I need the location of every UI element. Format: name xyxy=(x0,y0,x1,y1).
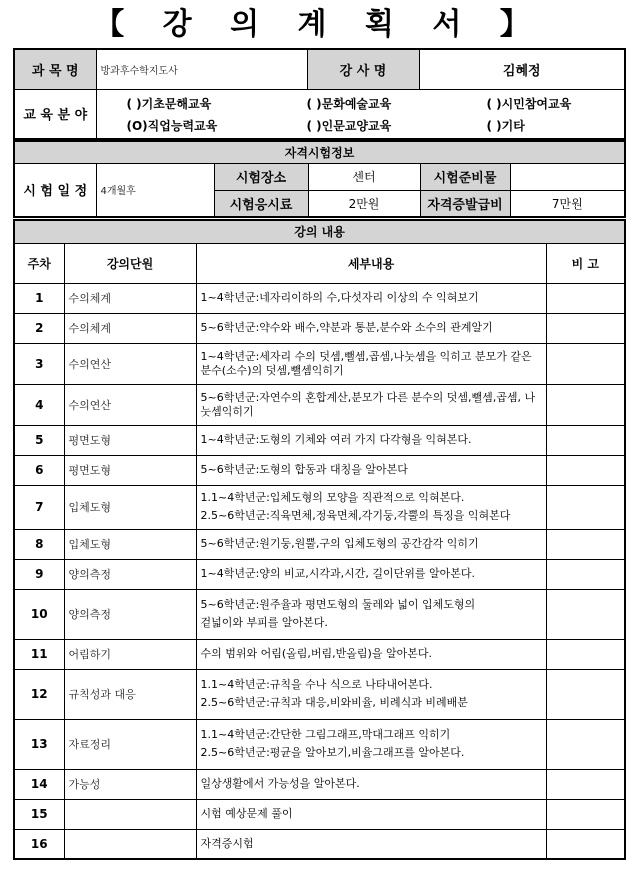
table-row xyxy=(14,799,625,829)
lecture-section-title: 강의 내용 xyxy=(14,220,625,243)
lecture-detail: 1~4학년군:네자리이하의 수,다섯자리 이상의 수 익혀보기 xyxy=(196,283,546,313)
lecture-unit: 수의연산 xyxy=(64,384,196,425)
lecture-unit: 입체도형 xyxy=(64,485,196,529)
week-number: 3 xyxy=(14,343,64,384)
exam-info-table xyxy=(13,140,626,218)
table-row xyxy=(14,343,625,384)
instructor-value: 김혜정 xyxy=(419,49,625,89)
lecture-detail: 5~6학년군:도형의 합동과 대칭을 알아본다 xyxy=(196,455,546,485)
lecture-detail-line: 1.1~4학년군:규칙을 수나 식으로 나타내어본다. xyxy=(200,678,433,691)
lecture-unit xyxy=(64,829,196,859)
lecture-unit: 평면도형 xyxy=(64,455,196,485)
lecture-note xyxy=(546,485,625,529)
lecture-detail: 자격증시험 xyxy=(196,829,546,859)
lecture-detail: 수의 범위와 어림(올림,버림,반올림)을 알아본다. xyxy=(196,639,546,669)
lecture-unit: 입체도형 xyxy=(64,529,196,559)
table-row xyxy=(14,455,625,485)
week-number: 5 xyxy=(14,425,64,455)
table-row xyxy=(14,425,625,455)
lecture-detail: 시험 예상문제 풀이 xyxy=(196,799,546,829)
lecture-note xyxy=(546,589,625,639)
lecture-unit: 자료정리 xyxy=(64,719,196,769)
edu-option: ( )기타 xyxy=(486,119,525,134)
col-detail-header: 세부내용 xyxy=(196,243,546,283)
week-number: 2 xyxy=(14,313,64,343)
week-number: 7 xyxy=(14,485,64,529)
week-number: 13 xyxy=(14,719,64,769)
edu-field-options xyxy=(96,89,625,139)
lecture-detail-line: 겉넓이와 부피를 알아본다. xyxy=(200,616,328,629)
exam-place-value: 센터 xyxy=(308,163,420,190)
lecture-note xyxy=(546,343,625,384)
exam-date-value: 4개월후 xyxy=(96,163,214,217)
col-week-header: 주차 xyxy=(14,243,64,283)
table-row xyxy=(14,313,625,343)
lecture-unit: 수의체계 xyxy=(64,313,196,343)
edu-option: ( )문화예술교육 xyxy=(306,97,392,112)
instructor-label: 강 사 명 xyxy=(307,49,419,89)
week-number: 10 xyxy=(14,589,64,639)
exam-place-label: 시험장소 xyxy=(214,163,308,190)
course-name-label: 과 목 명 xyxy=(14,49,96,89)
lecture-note xyxy=(546,769,625,799)
lecture-detail: 5~6학년군:원기둥,원뿔,구의 입체도형의 공간감각 익히기 xyxy=(196,529,546,559)
lecture-unit: 수의연산 xyxy=(64,343,196,384)
lecture-note xyxy=(546,455,625,485)
table-row xyxy=(14,719,625,769)
edu-option: ( )시민참여교육 xyxy=(486,97,572,112)
table-row xyxy=(14,559,625,589)
lecture-note xyxy=(546,425,625,455)
course-info-table xyxy=(13,48,626,140)
table-row xyxy=(14,283,625,313)
col-note-header: 비 고 xyxy=(546,243,625,283)
table-row xyxy=(14,485,625,529)
lecture-note xyxy=(546,799,625,829)
lecture-unit: 수의체계 xyxy=(64,283,196,313)
week-number: 14 xyxy=(14,769,64,799)
week-number: 1 xyxy=(14,283,64,313)
table-row xyxy=(14,669,625,719)
lecture-detail xyxy=(196,669,546,719)
lecture-detail xyxy=(196,589,546,639)
lecture-table xyxy=(13,219,626,860)
cert-fee-value: 7만원 xyxy=(510,190,625,217)
lecture-detail: 일상생활에서 가능성을 알아본다. xyxy=(196,769,546,799)
lecture-note xyxy=(546,639,625,669)
exam-section-title: 자격시험정보 xyxy=(14,141,625,163)
lecture-unit: 가능성 xyxy=(64,769,196,799)
table-row xyxy=(14,769,625,799)
lecture-note xyxy=(546,559,625,589)
week-number: 9 xyxy=(14,559,64,589)
week-number: 8 xyxy=(14,529,64,559)
lecture-detail xyxy=(196,719,546,769)
lecture-unit: 평면도형 xyxy=(64,425,196,455)
lecture-unit: 양의측정 xyxy=(64,559,196,589)
table-row xyxy=(14,639,625,669)
lecture-note xyxy=(546,829,625,859)
lecture-detail-line: 2.5~6학년군:평균을 알아보기,비율그래프를 알아본다. xyxy=(200,746,465,759)
lecture-note xyxy=(546,283,625,313)
table-row xyxy=(14,589,625,639)
week-number: 6 xyxy=(14,455,64,485)
week-number: 12 xyxy=(14,669,64,719)
exam-prep-label: 시험준비물 xyxy=(420,163,510,190)
lecture-detail-line: 1.1~4학년군:입체도형의 모양을 직관적으로 익혀본다. xyxy=(200,491,465,504)
lecture-note xyxy=(546,313,625,343)
table-row xyxy=(14,529,625,559)
lecture-detail-line: 1.1~4학년군:간단한 그림그래프,막대그래프 익히기 xyxy=(200,728,451,741)
course-name-value: 방과후수학지도사 xyxy=(96,49,307,89)
edu-field-label: 교 육 분 야 xyxy=(14,89,96,139)
lecture-unit: 어림하기 xyxy=(64,639,196,669)
lecture-detail-line: 2.5~6학년군:규칙과 대응,비와비율, 비례식과 비례배분 xyxy=(200,696,468,709)
edu-option: ( )기초문해교육 xyxy=(126,97,212,112)
lecture-unit: 양의측정 xyxy=(64,589,196,639)
exam-prep-value xyxy=(510,163,625,190)
week-number: 4 xyxy=(14,384,64,425)
cert-fee-label: 자격증발급비 xyxy=(420,190,510,217)
lecture-detail-line: 2.5~6학년군:직육면체,정육면체,각기둥,각뿔의 특징을 익혀본다 xyxy=(200,509,511,522)
lecture-detail: 5~6학년군:약수와 배수,약분과 통분,분수와 소수의 관계알기 xyxy=(196,313,546,343)
lecture-detail: 5~6학년군:자연수의 혼합계산,분모가 다른 분수의 덧셈,뺄셈,곱셈, 나눗셈익히기 xyxy=(196,384,546,425)
week-number: 11 xyxy=(14,639,64,669)
week-number: 16 xyxy=(14,829,64,859)
lecture-detail: 1~4학년군:도형의 기체와 여러 가지 다각형을 익혀본다. xyxy=(196,425,546,455)
exam-fee-label: 시험응시료 xyxy=(214,190,308,217)
table-row xyxy=(14,829,625,859)
lecture-detail: 1~4학년군:양의 비교,시각과,시간, 길이단위를 알아본다. xyxy=(196,559,546,589)
edu-option: ( )인문교양교육 xyxy=(306,119,392,134)
lecture-note xyxy=(546,384,625,425)
lecture-note xyxy=(546,529,625,559)
lecture-unit: 규칙성과 대응 xyxy=(64,669,196,719)
edu-option: (O)직업능력교육 xyxy=(126,119,218,134)
lecture-note xyxy=(546,669,625,719)
col-unit-header: 강의단원 xyxy=(64,243,196,283)
exam-fee-value: 2만원 xyxy=(308,190,420,217)
lecture-detail xyxy=(196,485,546,529)
lecture-unit xyxy=(64,799,196,829)
exam-date-label: 시 험 일 정 xyxy=(14,163,96,217)
lecture-detail-line: 5~6학년군:원주율과 평면도형의 둘레와 넓이 입체도형의 xyxy=(200,598,476,611)
lecture-note xyxy=(546,719,625,769)
week-number: 15 xyxy=(14,799,64,829)
table-row xyxy=(14,384,625,425)
document-title: 【 강 의 계 획 서 】 xyxy=(94,7,544,42)
lecture-detail: 1~4학년군:세자리 수의 덧셈,뺄셈,곱셈,나눗셈을 익히고 분모가 같은 분수(소수)의 덧셈,뺄셈익히기 xyxy=(196,343,546,384)
